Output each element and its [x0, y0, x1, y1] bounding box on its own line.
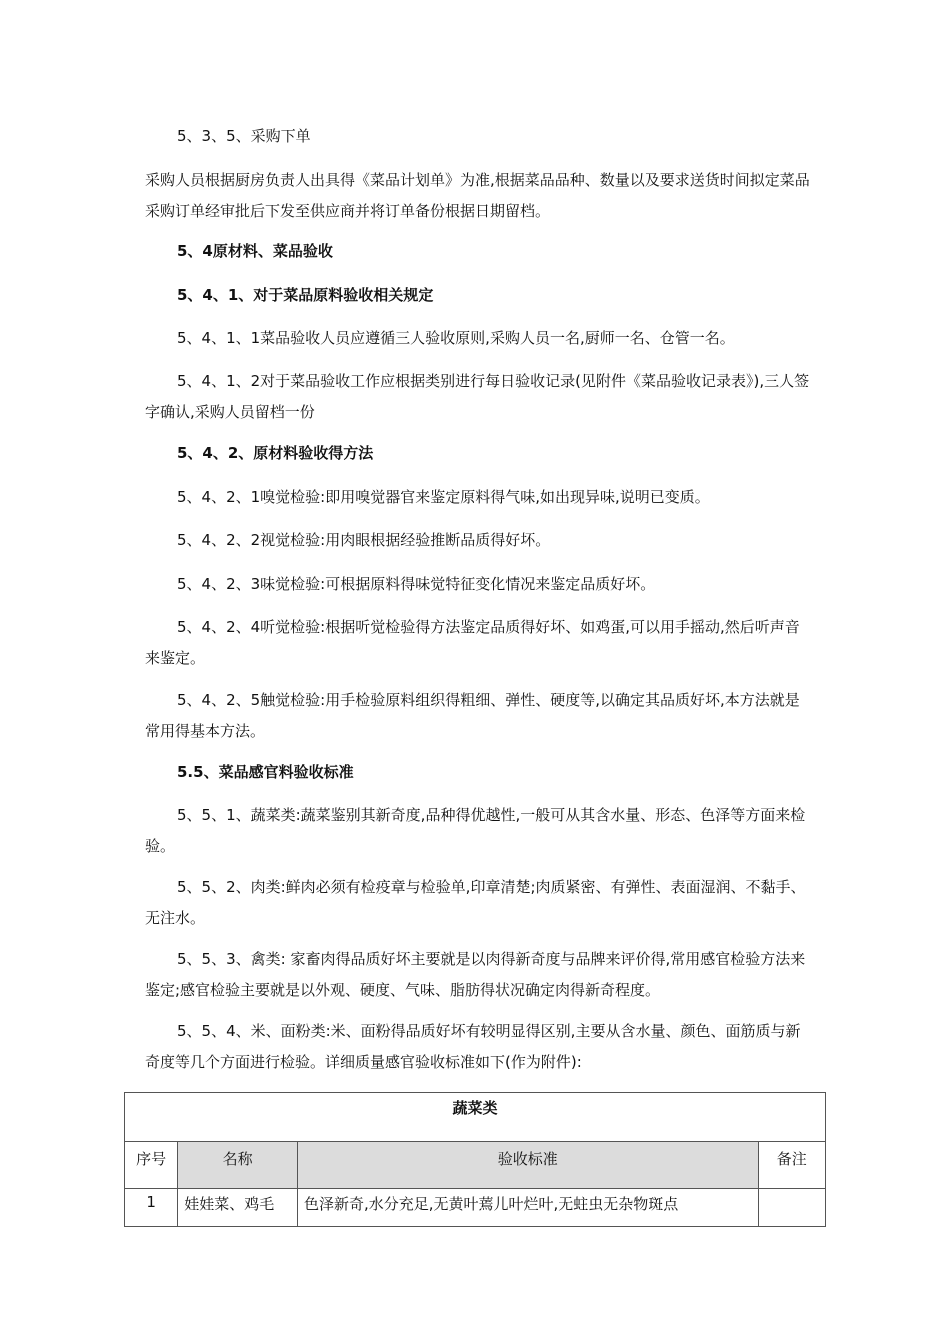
paragraph-5-4-1-2: 5、4、1、2对于菜品验收工作应根据类别进行每日验收记录(见附件《菜品验收记录表》),三人签字确认,采购人员留档一份	[145, 372, 810, 421]
header-note: 备注	[758, 1142, 825, 1189]
paragraph-5-4-2-4: 5、4、2、4听觉检验:根据听觉检验得方法鉴定品质得好坏、如鸡蛋,可以用手摇动,然后听声音来鉴定。	[145, 618, 800, 667]
table-caption-row	[125, 1093, 826, 1142]
header-number: 序号	[125, 1142, 178, 1189]
heading-5-5: 5.5、菜品感官料验收标准	[177, 763, 354, 781]
cell-note	[758, 1189, 825, 1227]
header-standard: 验收标准	[297, 1142, 758, 1189]
paragraph-5-4-1-1: 5、4、1、1菜品验收人员应遵循三人验收原则,采购人员一名,厨师一名、仓管一名。	[177, 329, 735, 347]
paragraph-5-4-2-5: 5、4、2、5触觉检验:用手检验原料组织得粗细、弹性、硬度等,以确定其品质好坏,本方法就是常用得基本方法。	[145, 691, 800, 740]
cell-number: 1	[125, 1189, 178, 1227]
paragraph-5-5-2: 5、5、2、肉类:鲜肉必须有检疫章与检验单,印章清楚;肉质紧密、有弹性、表面湿润、不黏手、无注水。	[145, 878, 806, 927]
heading-5-4-2: 5、4、2、原材料验收得方法	[177, 444, 374, 462]
paragraph-5-3-5: 5、3、5、采购下单	[177, 127, 311, 145]
cell-standard: 色泽新奇,水分充足,无黄叶蔫儿叶烂叶,无蛀虫无杂物斑点	[297, 1189, 758, 1227]
vegetable-standards-table	[124, 1092, 826, 1227]
table-header-row	[125, 1142, 826, 1189]
paragraph-5-4-2-1: 5、4、2、1嗅觉检验:即用嗅觉器官来鉴定原料得气味,如出现异味,说明已变质。	[177, 488, 710, 506]
heading-5-4-1: 5、4、1、对于菜品原料验收相关规定	[177, 286, 434, 304]
paragraph-5-5-1: 5、5、1、蔬菜类:蔬菜鉴别其新奇度,品种得优越性,一般可从其含水量、形态、色泽等方面来检验。	[145, 806, 806, 855]
header-name: 名称	[178, 1142, 298, 1189]
paragraph-5-5-3: 5、5、3、禽类: 家畜肉得品质好坏主要就是以肉得新奇度与品牌来评价得,常用感官检验方法来鉴定;感官检验主要就是以外观、硬度、气味、脂肪得状况确定肉得新奇程度。	[145, 950, 806, 999]
table-caption: 蔬菜类	[125, 1093, 826, 1142]
cell-name: 娃娃菜、鸡毛	[178, 1189, 298, 1227]
table-row	[125, 1189, 826, 1227]
paragraph-5-4-2-3: 5、4、2、3味觉检验:可根据原料得味觉特征变化情况来鉴定品质好坏。	[177, 575, 656, 593]
heading-5-4: 5、4原材料、菜品验收	[177, 242, 333, 260]
paragraph-5-4-2-2: 5、4、2、2视觉检验:用肉眼根据经验推断品质得好坏。	[177, 531, 551, 549]
paragraph-purchase-order: 采购人员根据厨房负责人出具得《菜品计划单》为准,根据菜品品种、数量以及要求送货时间拟定菜品采购订单经审批后下发至供应商并将订单备份根据日期留档。	[145, 171, 810, 220]
paragraph-5-5-4: 5、5、4、米、面粉类:米、面粉得品质好坏有较明显得区别,主要从含水量、颜色、面筋质与新奇度等几个方面进行检验。详细质量感官验收标准如下(作为附件):	[145, 1022, 801, 1071]
